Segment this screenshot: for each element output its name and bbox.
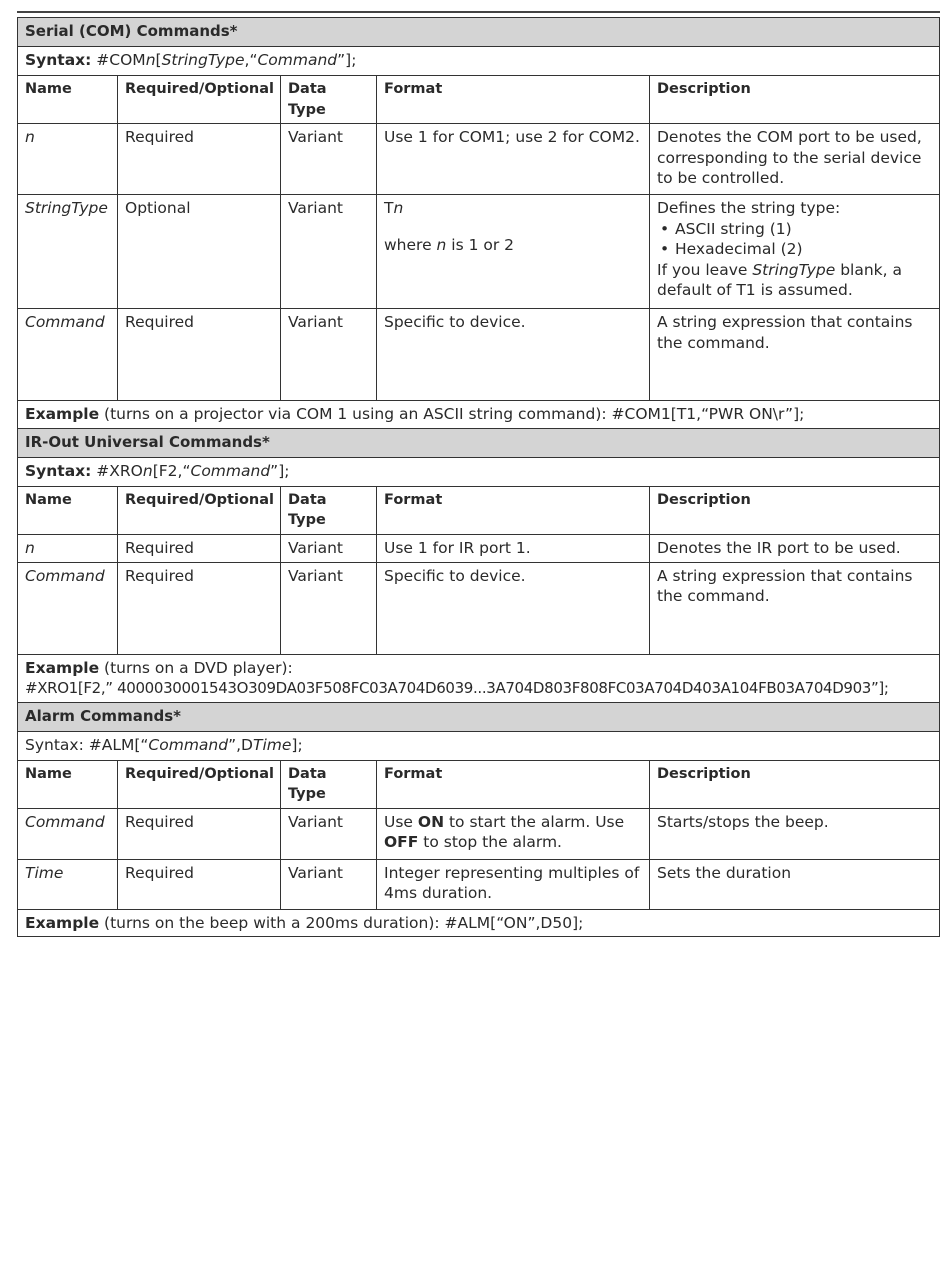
param-required: Required: [118, 534, 281, 562]
column-header-row: [18, 76, 940, 124]
param-required: Required: [118, 562, 281, 654]
column-header-row: [18, 760, 940, 808]
syntax-line: Syntax: #ALM[“Command”,DTime];: [18, 731, 940, 760]
col-description-header: Description: [650, 486, 940, 534]
param-format: Specific to device.: [377, 309, 650, 401]
syntax-line: Syntax: #COMn[StringType,“Command”];: [18, 47, 940, 76]
param-name: Time: [18, 859, 118, 909]
col-description-header: Description: [650, 76, 940, 124]
table-row: [18, 859, 940, 909]
param-description: Denotes the IR port to be used.: [650, 534, 940, 562]
param-format: Tn where n is 1 or 2: [377, 195, 650, 309]
param-format: Use 1 for IR port 1.: [377, 534, 650, 562]
column-header-row: [18, 486, 940, 534]
col-type-header: Data Type: [281, 760, 377, 808]
section-header-ir: [18, 428, 940, 457]
example-text: Example (turns on a projector via COM 1 using an ASCII string command): #COM1[T1,“PWR ON\r”];: [18, 401, 940, 429]
param-required: Required: [118, 309, 281, 401]
col-format-header: Format: [377, 760, 650, 808]
param-description: Denotes the COM port to be used, corresponding to the serial device to be controlled.: [650, 124, 940, 195]
section-title: Serial (COM) Commands*: [18, 18, 940, 47]
param-name: n: [18, 534, 118, 562]
table-row: [18, 562, 940, 654]
param-type: Variant: [281, 859, 377, 909]
example-text: Example (turns on a DVD player): #XRO1[F2,” 4000030001543O309DA03F508FC03A704D6039...3A704D803F808FC03A704D403A104FB03A704D903”];: [18, 654, 940, 702]
example-text: Example (turns on the beep with a 200ms duration): #ALM[“ON”,D50];: [18, 909, 940, 937]
param-description: Starts/stops the beep.: [650, 808, 940, 859]
string-type-list: [657, 219, 932, 260]
col-required-header: Required/Optional: [118, 76, 281, 124]
section-title: IR-Out Universal Commands*: [18, 428, 940, 457]
col-required-header: Required/Optional: [118, 760, 281, 808]
param-description: Defines the string type: • ASCII string (1) • Hexadecimal (2) If you leave StringType blank, a default of T1 is assumed.: [650, 195, 940, 309]
command-table: [17, 17, 940, 937]
param-format: Specific to device.: [377, 562, 650, 654]
param-type: Variant: [281, 808, 377, 859]
param-required: Optional: [118, 195, 281, 309]
col-name-header: Name: [18, 486, 118, 534]
param-format: Use ON to start the alarm. Use OFF to stop the alarm.: [377, 808, 650, 859]
param-name: Command: [18, 562, 118, 654]
table-row: [18, 808, 940, 859]
section-title: Alarm Commands*: [18, 702, 940, 731]
param-type: Variant: [281, 195, 377, 309]
param-format: Integer representing multiples of 4ms duration.: [377, 859, 650, 909]
syntax-row-alarm: [18, 731, 940, 760]
param-description: Sets the duration: [650, 859, 940, 909]
col-format-header: Format: [377, 486, 650, 534]
col-type-header: Data Type: [281, 486, 377, 534]
param-type: Variant: [281, 534, 377, 562]
syntax-line: Syntax: #XROn[F2,“Command”];: [18, 457, 940, 486]
list-item: • Hexadecimal (2): [657, 239, 932, 260]
param-description: A string expression that contains the command.: [650, 562, 940, 654]
param-format: Use 1 for COM1; use 2 for COM2.: [377, 124, 650, 195]
param-type: Variant: [281, 562, 377, 654]
example-row-alarm: [18, 909, 940, 937]
param-required: Required: [118, 859, 281, 909]
command-reference-document: [17, 17, 939, 937]
param-type: Variant: [281, 124, 377, 195]
section-header-com: [18, 18, 940, 47]
col-required-header: Required/Optional: [118, 486, 281, 534]
table-row: [18, 124, 940, 195]
param-required: Required: [118, 124, 281, 195]
top-rule: [17, 11, 940, 13]
list-item: • ASCII string (1): [657, 219, 932, 240]
param-description: A string expression that contains the command.: [650, 309, 940, 401]
param-name: n: [18, 124, 118, 195]
table-row: [18, 534, 940, 562]
col-name-header: Name: [18, 760, 118, 808]
table-row: [18, 309, 940, 401]
example-row-ir: [18, 654, 940, 702]
param-name: Command: [18, 808, 118, 859]
syntax-row-ir: [18, 457, 940, 486]
col-name-header: Name: [18, 76, 118, 124]
param-required: Required: [118, 808, 281, 859]
table-row: [18, 195, 940, 309]
syntax-row-com: [18, 47, 940, 76]
param-name: Command: [18, 309, 118, 401]
col-description-header: Description: [650, 760, 940, 808]
param-type: Variant: [281, 309, 377, 401]
col-format-header: Format: [377, 76, 650, 124]
param-name: StringType: [18, 195, 118, 309]
section-header-alarm: [18, 702, 940, 731]
example-row-com: [18, 401, 940, 429]
col-type-header: Data Type: [281, 76, 377, 124]
